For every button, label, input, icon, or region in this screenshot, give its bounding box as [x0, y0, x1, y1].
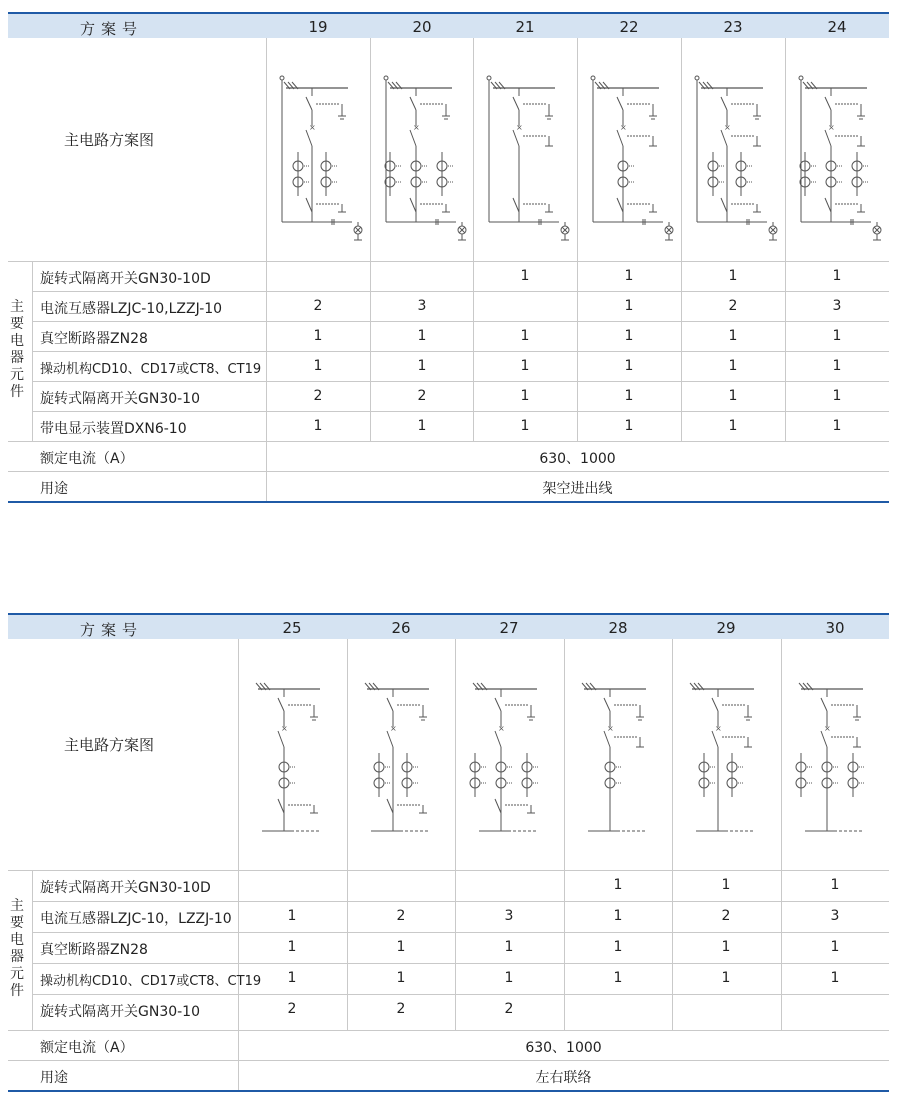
component-quantity: 1 — [728, 328, 738, 344]
component-name: 操动机构CD10、CD17或CT8、CT19 — [40, 974, 262, 989]
component-quantity: 1 — [287, 970, 297, 986]
circuit-diagram-19 — [266, 38, 370, 260]
usage-value: 左右联络 — [535, 1070, 592, 1086]
main-circuit-diagram-label: 主电路方案图 — [64, 736, 155, 754]
component-quantity: 1 — [504, 939, 514, 955]
row-divider — [32, 291, 889, 292]
component-quantity: 1 — [417, 328, 427, 344]
component-quantity: 3 — [830, 908, 840, 924]
component-quantity: 1 — [728, 358, 738, 374]
circuit-diagram-23 — [681, 38, 785, 260]
component-quantity: 1 — [721, 939, 731, 955]
usage-label: 用途 — [40, 481, 68, 497]
component-quantity: 1 — [728, 418, 738, 434]
scheme-table-1 — [8, 12, 889, 504]
scheme-number-26: 26 — [391, 619, 411, 637]
scheme-table-2 — [8, 613, 889, 1093]
component-quantity: 1 — [396, 970, 406, 986]
scheme-number-27: 27 — [499, 619, 519, 637]
component-quantity: 1 — [624, 268, 634, 284]
scheme-number-label: 方案号 — [80, 20, 144, 38]
component-quantity: 1 — [728, 388, 738, 404]
component-quantity: 1 — [624, 298, 634, 314]
svg-text:×: × — [724, 123, 731, 132]
component-quantity: 1 — [396, 939, 406, 955]
svg-text:×: × — [413, 123, 420, 132]
component-quantity: 1 — [832, 358, 842, 374]
component-name: 带电显示装置DXN6-10 — [40, 421, 187, 437]
component-quantity: 1 — [832, 418, 842, 434]
scheme-number-25: 25 — [282, 619, 302, 637]
row-divider — [8, 1030, 889, 1031]
scheme-number-23: 23 — [723, 18, 743, 36]
scheme-number-30: 30 — [825, 619, 845, 637]
component-quantity: 1 — [313, 328, 323, 344]
main-circuit-diagram-label: 主电路方案图 — [64, 131, 155, 149]
component-name: 真空断路器ZN28 — [40, 942, 148, 958]
rated-current-label: 额定电流（A） — [40, 1040, 134, 1056]
component-quantity: 1 — [830, 877, 840, 893]
scheme-number-24: 24 — [827, 18, 847, 36]
component-quantity: 3 — [417, 298, 427, 314]
row-divider — [32, 994, 889, 995]
row-divider — [8, 261, 889, 262]
row-divider — [32, 351, 889, 352]
table-bottom-rule — [8, 501, 889, 503]
scheme-number-19: 19 — [308, 18, 328, 36]
group-column-divider — [32, 870, 33, 1030]
scheme-number-22: 22 — [619, 18, 639, 36]
component-quantity: 1 — [287, 939, 297, 955]
component-quantity: 1 — [613, 877, 623, 893]
component-name: 旋转式隔离开关GN30-10D — [40, 271, 211, 287]
component-name: 旋转式隔离开关GN30-10D — [40, 880, 211, 896]
main-components-group-label: 主要电器元件 — [10, 898, 24, 999]
row-divider — [8, 471, 889, 472]
circuit-diagram-24 — [785, 38, 889, 260]
component-quantity: 1 — [624, 388, 634, 404]
component-quantity: 2 — [313, 388, 323, 404]
svg-text:×: × — [498, 724, 505, 733]
component-quantity: 1 — [624, 418, 634, 434]
component-quantity: 1 — [520, 328, 530, 344]
component-quantity: 1 — [832, 268, 842, 284]
component-quantity: 2 — [287, 1001, 297, 1017]
component-quantity: 1 — [830, 939, 840, 955]
component-quantity: 1 — [520, 388, 530, 404]
component-quantity: 2 — [396, 1001, 406, 1017]
scheme-number-label: 方案号 — [80, 621, 144, 639]
component-quantity: 1 — [830, 970, 840, 986]
scheme-number-29: 29 — [716, 619, 736, 637]
component-name: 电流互感器LZJC-10，LZZJ-10 — [40, 911, 232, 927]
component-quantity: 1 — [728, 268, 738, 284]
circuit-diagram-26 — [347, 639, 455, 869]
row-divider — [32, 901, 889, 902]
rated-current-value: 630、1000 — [525, 1040, 602, 1056]
svg-text:×: × — [620, 123, 627, 132]
circuit-diagram-27 — [455, 639, 563, 869]
svg-text:×: × — [390, 724, 397, 733]
row-divider — [8, 1060, 889, 1061]
component-quantity: 3 — [504, 908, 514, 924]
component-quantity: 3 — [832, 298, 842, 314]
circuit-diagram-28 — [564, 639, 672, 869]
usage-label: 用途 — [40, 1070, 68, 1086]
scheme-number-21: 21 — [515, 18, 535, 36]
component-quantity: 1 — [624, 328, 634, 344]
table-header-row — [8, 615, 889, 639]
component-quantity: 2 — [504, 1001, 514, 1017]
usage-value: 架空进出线 — [542, 481, 613, 497]
component-quantity: 1 — [313, 358, 323, 374]
circuit-diagram-21 — [473, 38, 577, 260]
svg-text:×: × — [828, 123, 835, 132]
component-quantity: 2 — [721, 908, 731, 924]
svg-text:×: × — [824, 724, 831, 733]
table-header-row — [8, 14, 889, 38]
row-divider — [32, 381, 889, 382]
svg-text:×: × — [309, 123, 316, 132]
circuit-diagram-22 — [577, 38, 681, 260]
component-name: 电流互感器LZJC-10,LZZJ-10 — [40, 301, 223, 317]
scheme-number-20: 20 — [412, 18, 432, 36]
circuit-diagram-25 — [238, 639, 346, 869]
component-quantity: 1 — [417, 418, 427, 434]
circuit-diagram-30 — [781, 639, 889, 869]
component-quantity: 1 — [504, 970, 514, 986]
component-quantity: 2 — [396, 908, 406, 924]
component-quantity: 2 — [417, 388, 427, 404]
component-quantity: 1 — [313, 418, 323, 434]
main-components-group-label: 主要电器元件 — [10, 299, 24, 400]
component-name: 旋转式隔离开关GN30-10 — [40, 391, 201, 407]
component-quantity: 1 — [613, 939, 623, 955]
component-quantity: 1 — [520, 358, 530, 374]
scheme-number-28: 28 — [608, 619, 628, 637]
svg-text:×: × — [281, 724, 288, 733]
component-quantity: 1 — [721, 877, 731, 893]
component-quantity: 2 — [313, 298, 323, 314]
component-quantity: 1 — [613, 908, 623, 924]
svg-text:×: × — [516, 123, 523, 132]
row-divider — [8, 441, 889, 442]
component-quantity: 1 — [613, 970, 623, 986]
row-divider — [32, 321, 889, 322]
svg-text:×: × — [607, 724, 614, 733]
svg-text:×: × — [715, 724, 722, 733]
component-quantity: 1 — [832, 388, 842, 404]
row-divider — [32, 932, 889, 933]
table-bottom-rule — [8, 1090, 889, 1092]
circuit-diagram-20 — [370, 38, 474, 260]
component-quantity: 1 — [624, 358, 634, 374]
row-divider — [32, 963, 889, 964]
circuit-diagram-29 — [672, 639, 780, 869]
component-quantity: 1 — [417, 358, 427, 374]
component-quantity: 1 — [287, 908, 297, 924]
component-quantity: 1 — [520, 268, 530, 284]
row-divider — [32, 411, 889, 412]
component-name: 真空断路器ZN28 — [40, 331, 148, 347]
component-name: 操动机构CD10、CD17或CT8、CT19 — [40, 362, 262, 377]
component-name: 旋转式隔离开关GN30-10 — [40, 1004, 201, 1020]
component-quantity: 1 — [520, 418, 530, 434]
rated-current-label: 额定电流（A） — [40, 451, 134, 467]
rated-current-value: 630、1000 — [539, 451, 616, 467]
component-quantity: 2 — [728, 298, 738, 314]
component-quantity: 1 — [721, 970, 731, 986]
row-divider — [8, 870, 889, 871]
component-quantity: 1 — [832, 328, 842, 344]
